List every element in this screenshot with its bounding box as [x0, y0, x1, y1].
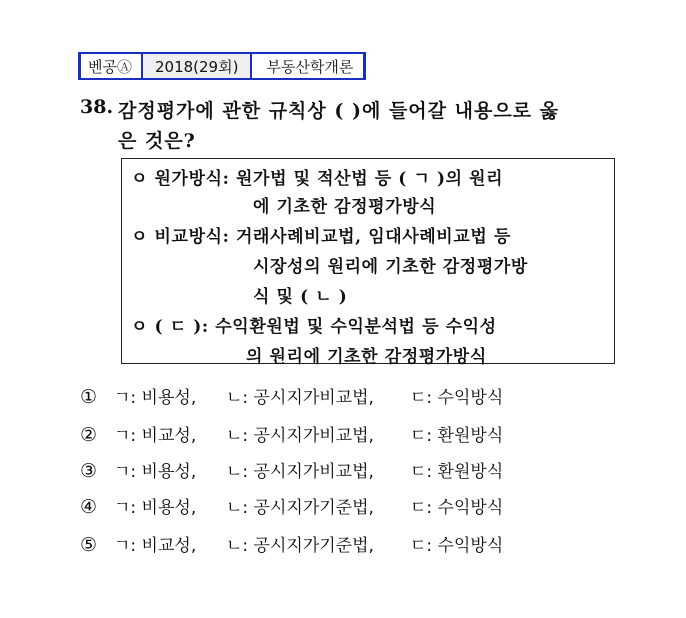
answer-option-4[interactable]: [80, 493, 503, 518]
option-part-a: ㄱ: 비용성,: [114, 388, 197, 408]
box-line: ㅇ ( ㄷ ): 수익환원법 및 수익분석법 등 수익성: [131, 317, 497, 337]
box-line: 식 및 ( ㄴ ): [253, 287, 348, 307]
question-number: 38.: [80, 96, 114, 118]
option-part-a: ㄱ: 비교성,: [114, 426, 197, 446]
option-part-b: ㄴ: 공시지가비교법,: [226, 388, 374, 408]
option-number: ②: [80, 424, 98, 446]
box-line: ㅇ 원가방식: 원가법 및 적산법 등 ( ㄱ )의 원리: [131, 169, 504, 189]
answer-option-2[interactable]: [80, 421, 503, 446]
option-number: ⑤: [80, 534, 98, 556]
option-part-b: ㄴ: 공시지가비교법,: [226, 426, 374, 446]
option-number: ③: [80, 460, 98, 482]
option-number: ④: [80, 496, 98, 518]
option-part-a: ㄱ: 비교성,: [114, 536, 197, 556]
option-part-c: ㄷ: 수익방식: [410, 536, 504, 556]
box-line: 시장성의 원리에 기초한 감정평가방: [253, 257, 528, 277]
option-part-b: ㄴ: 공시지가비교법,: [226, 462, 374, 482]
option-part-b: ㄴ: 공시지가기준법,: [226, 536, 374, 556]
answer-option-5[interactable]: [80, 531, 503, 556]
option-part-c: ㄷ: 환원방식: [410, 426, 504, 446]
exam-header: [78, 52, 366, 80]
header-year: 2018(29회): [141, 54, 252, 78]
header-subject: 부동산학개론: [266, 57, 354, 76]
question-text-line1: 감정평가에 관한 규칙상 ( )에 들어갈 내용으로 옳: [118, 100, 560, 122]
option-part-c: ㄷ: 수익방식: [410, 388, 504, 408]
box-line: 의 원리에 기초한 감정평가방식: [246, 347, 487, 367]
answer-option-1[interactable]: [80, 383, 503, 408]
option-part-a: ㄱ: 비용성,: [114, 462, 197, 482]
option-part-a: ㄱ: 비용성,: [114, 498, 197, 518]
header-source: 벤공Ⓐ: [88, 57, 132, 76]
option-part-b: ㄴ: 공시지가기준법,: [226, 498, 374, 518]
question-text-line2: 은 것은?: [118, 130, 196, 152]
answer-option-3[interactable]: [80, 457, 503, 482]
option-part-c: ㄷ: 환원방식: [410, 462, 504, 482]
box-line: 에 기초한 감정평가방식: [253, 197, 437, 217]
box-line: ㅇ 비교방식: 거래사례비교법, 임대사례비교법 등: [131, 227, 511, 247]
option-number: ①: [80, 386, 98, 408]
option-part-c: ㄷ: 수익방식: [410, 498, 504, 518]
